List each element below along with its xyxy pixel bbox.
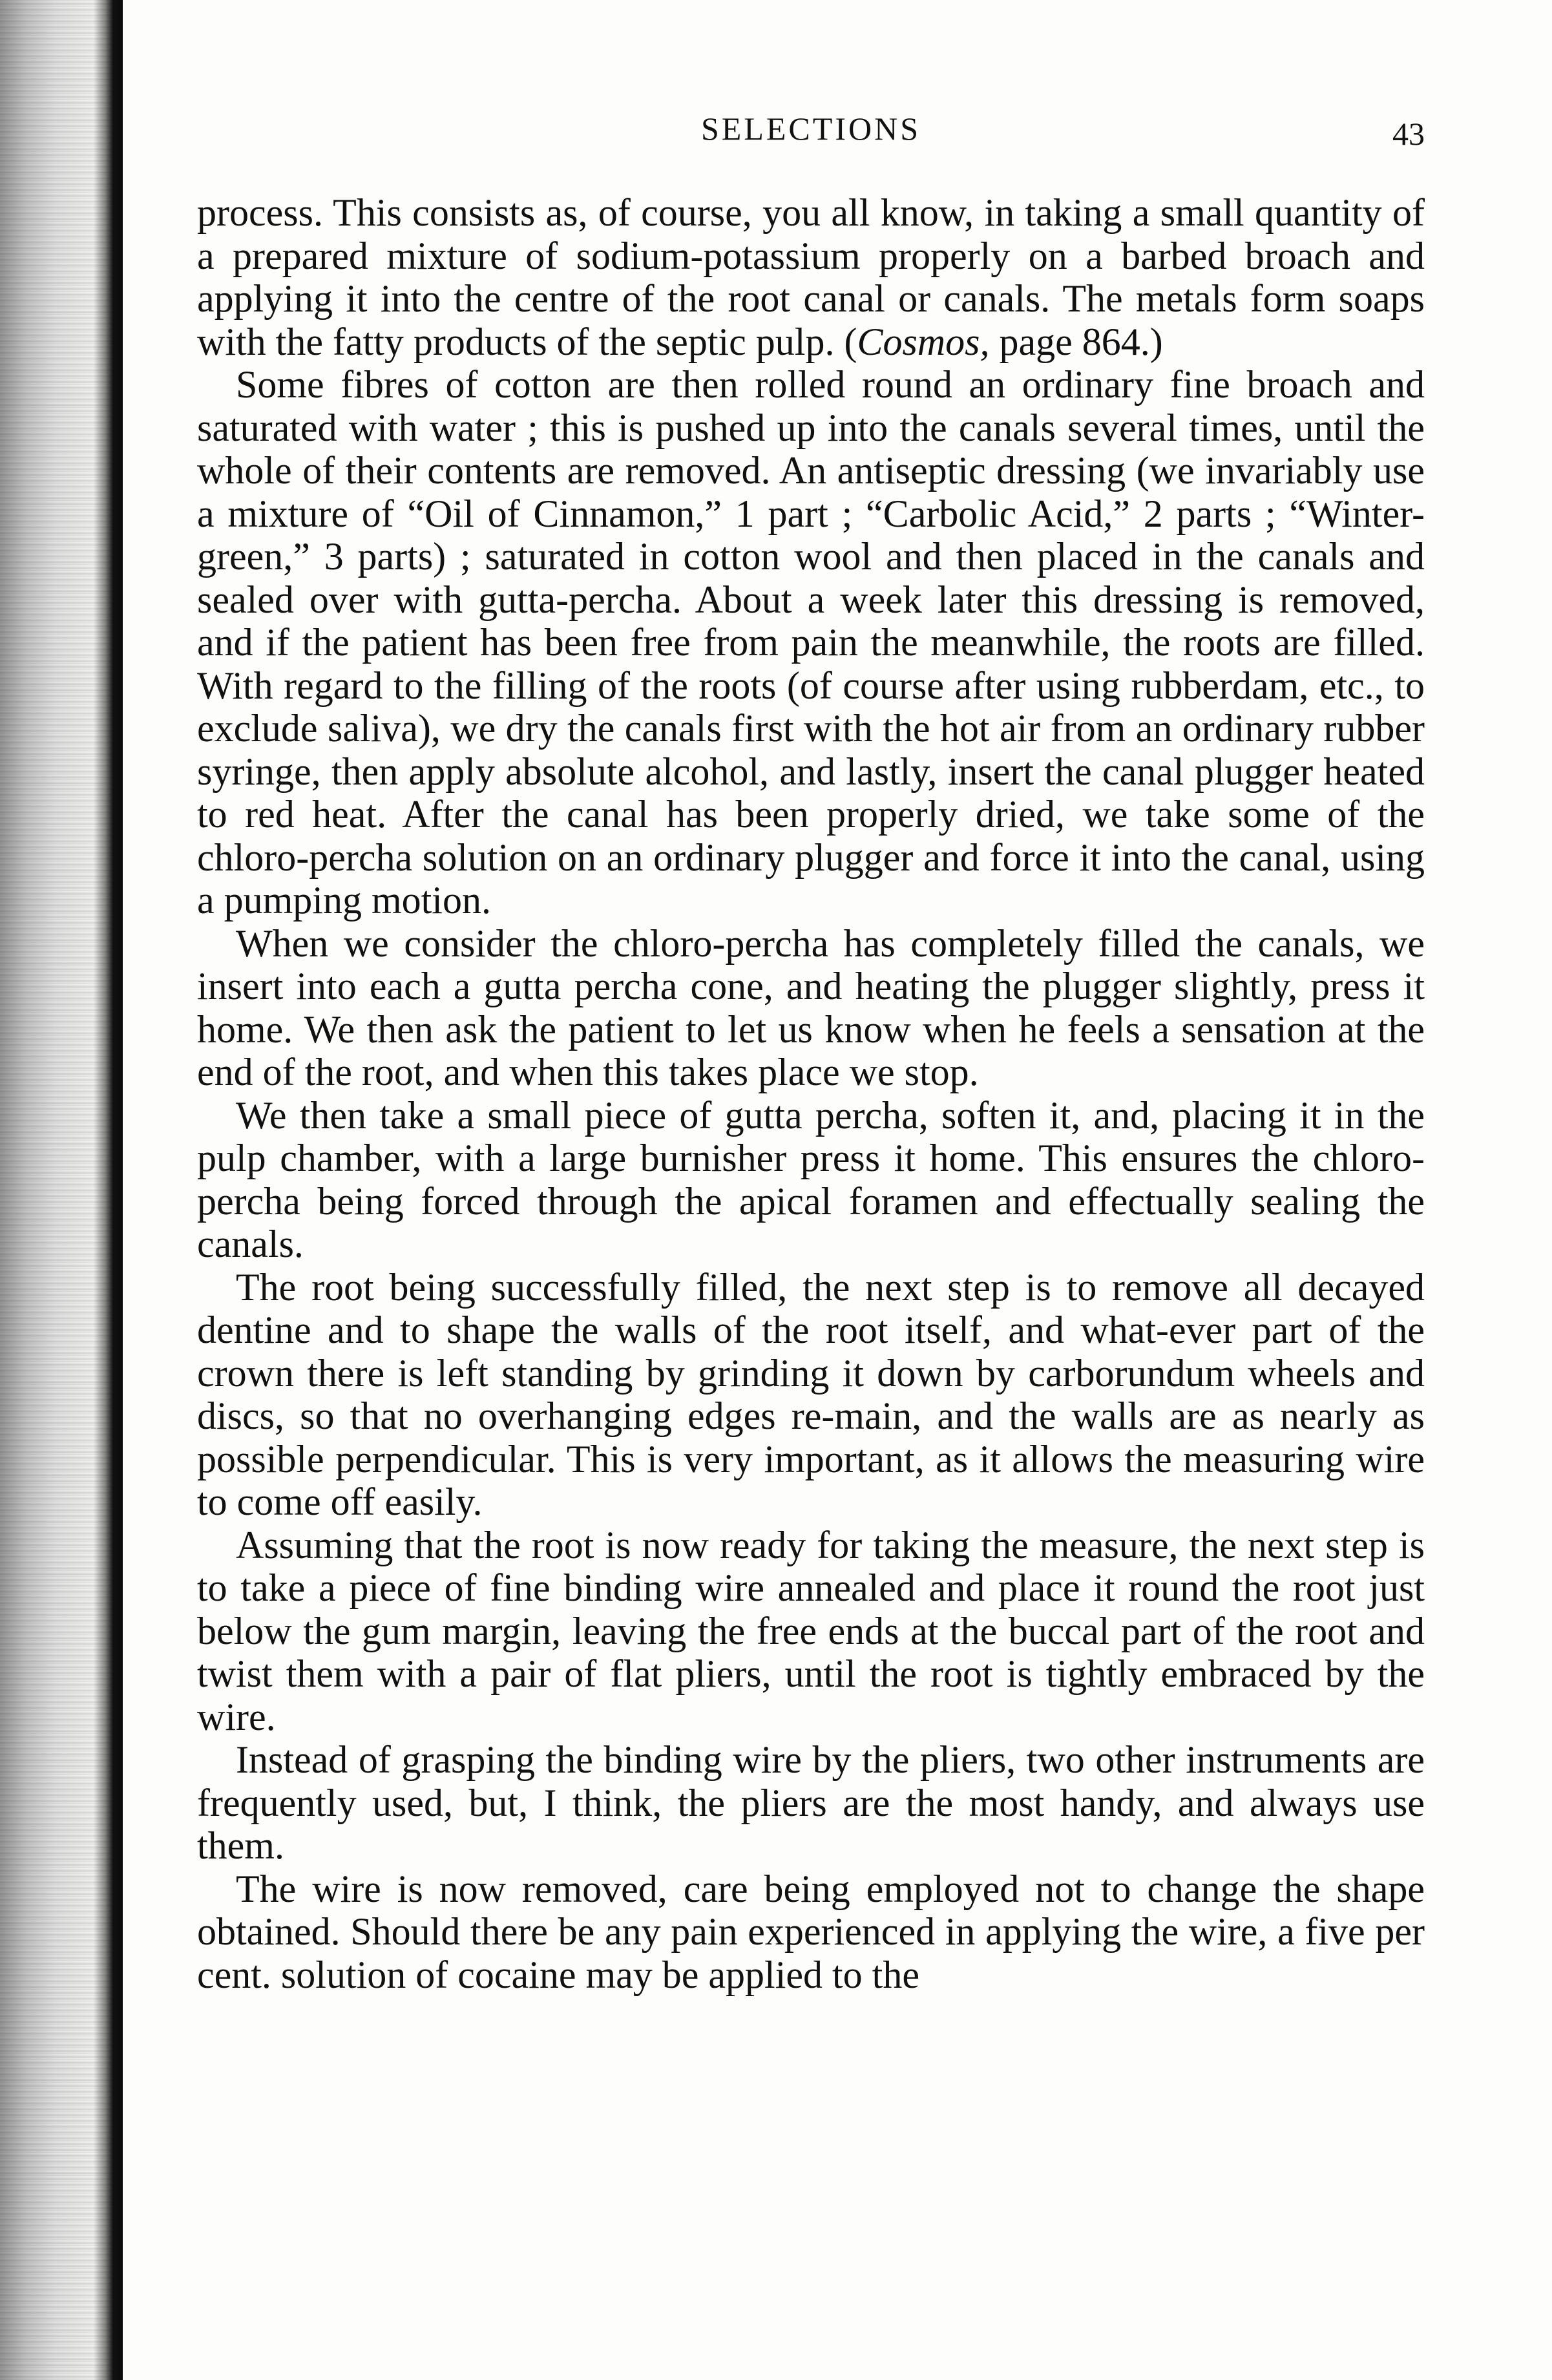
running-title: SELECTIONS	[701, 111, 921, 147]
citation-italic: Cosmos,	[857, 320, 990, 363]
page-header	[197, 110, 1425, 162]
paragraph: Some fibres of cotton are then rolled round an ordinary fine broach and saturated with water ; this is pushed up into the canals several times, until the whole of their contents are removed. An antiseptic dressing (we invariably use a mixture of “Oil of Cinnamon,” 1 part ; “Carbolic Acid,” 2 parts ; “Winter-green,” 3 parts) ; saturated in cotton wool and then placed in the canals and sealed over with gutta-percha. About a week later this dressing is removed, and if the patient has been free from pain the meanwhile, the roots are filled. With regard to the filling of the roots (of course after using rubberdam, etc., to exclude saliva), we dry the canals first with the hot air from an ordinary rubber syringe, then apply absolute alcohol, and lastly, insert the canal plugger heated to red heat. After the canal has been properly dried, we take some of the chloro-percha solution on an ordinary plugger and force it into the canal, using a pumping motion.	[197, 363, 1425, 921]
body-text	[197, 191, 1425, 1996]
paragraph-text: page 864.)	[989, 320, 1163, 363]
paragraph: We then take a small piece of gutta percha, soften it, and, placing it in the pulp chamber, with a large burnisher press it home. This ensures the chloro-percha being forced through the apical foramen and effectually sealing the canals.	[197, 1093, 1425, 1265]
paragraph: The root being successfully filled, the next step is to remove all decayed dentine and to shape the walls of the root itself, and what-ever part of the crown there is left standing by grinding it down by carborundum wheels and discs, so that no overhanging edges re-main, and the walls are as nearly as possible perpendicular. This is very important, as it allows the measuring wire to come off easily.	[197, 1265, 1425, 1523]
paragraph-text: process. This consists as, of course, you all know, in taking a small quantity of a prepared mixture of sodium-potassium properly on a barbed broach and applying it into the centre of the root canal or canals. The metals form soaps with the fatty products of the septic pulp. (	[197, 191, 1425, 363]
paragraph: When we consider the chloro-percha has completely filled the canals, we insert into each a gutta percha cone, and heating the plugger slightly, press it home. We then ask the patient to let us know when he feels a sensation at the end of the root, and when this takes place we stop.	[197, 921, 1425, 1093]
page-number: 43	[1392, 116, 1425, 152]
binding-edge	[94, 0, 123, 2380]
paragraph: Instead of grasping the binding wire by the pliers, two other instruments are frequently used, but, I think, the pliers are the most handy, and always use them.	[197, 1738, 1425, 1867]
paragraph-continued	[197, 191, 1425, 363]
paragraph: Assuming that the root is now ready for taking the measure, the next step is to take a piece of fine binding wire annealed and place it round the root just below the gum margin, leaving the free ends at the buccal part of the root and twist them with a pair of flat pliers, until the root is tightly embraced by the wire.	[197, 1523, 1425, 1738]
paragraph: The wire is now removed, care being employed not to change the shape obtained. Should there be any pain experienced in applying the wire, a five per cent. solution of cocaine may be applied to the	[197, 1867, 1425, 1996]
